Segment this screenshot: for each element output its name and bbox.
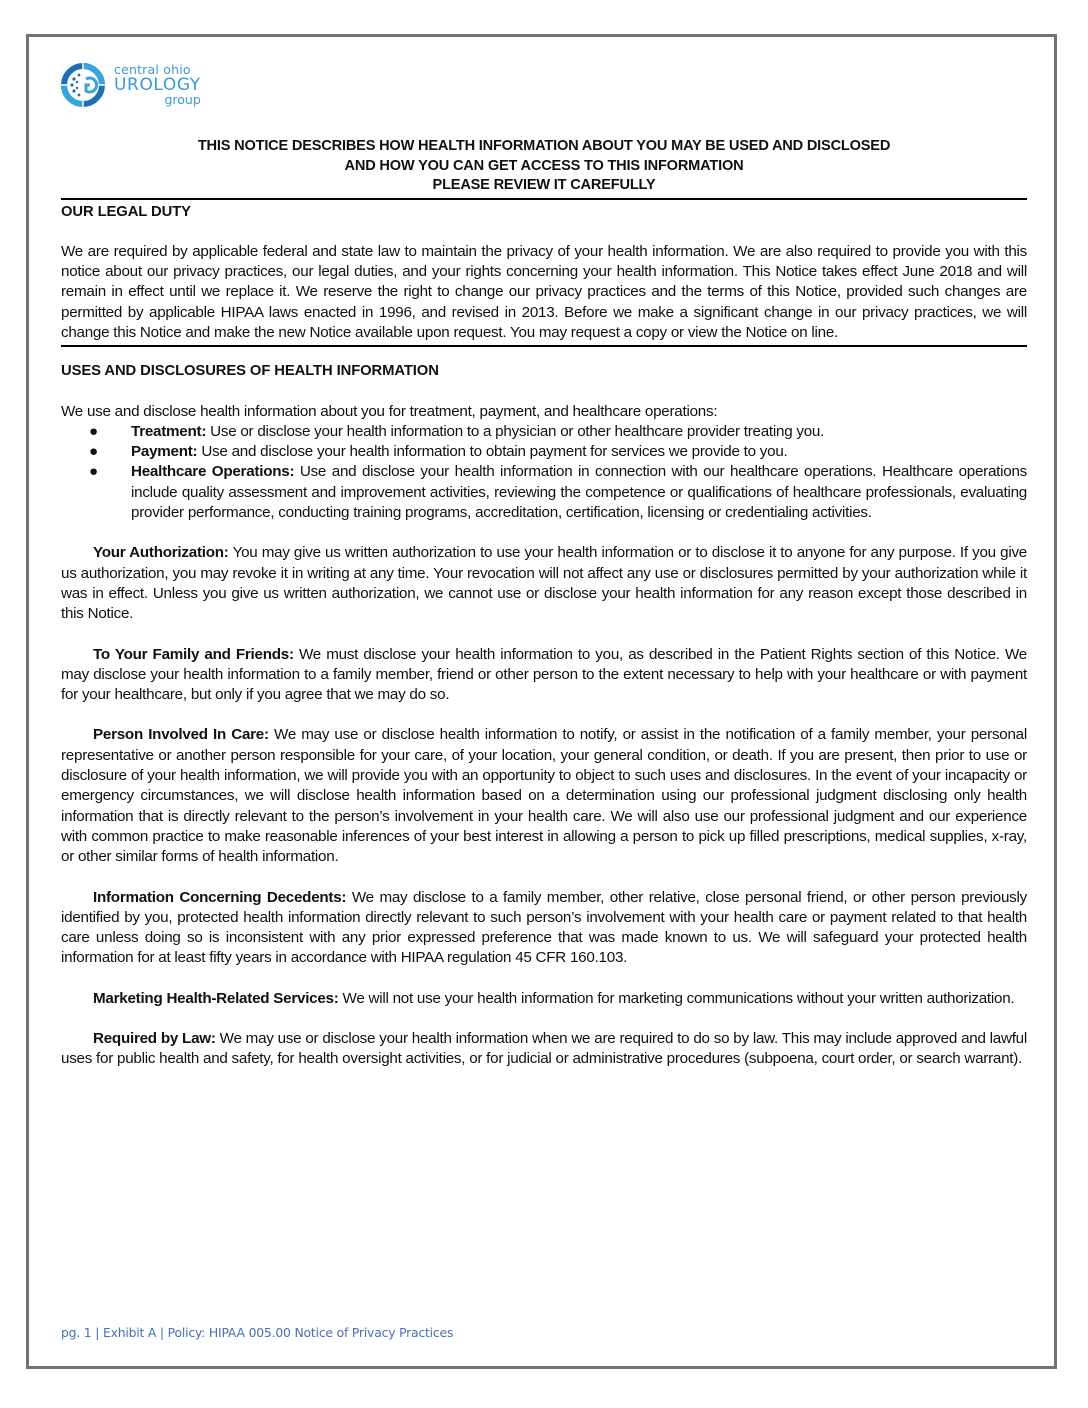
paragraph-decedents bbox=[61, 888, 1027, 969]
bullet-term: Treatment: bbox=[131, 422, 207, 440]
paragraph-person-involved-in-care bbox=[61, 725, 1027, 867]
logo-line2: UROLOGY bbox=[114, 74, 201, 95]
logo-text bbox=[114, 64, 201, 106]
paragraph-marketing bbox=[61, 989, 1027, 1009]
paragraph-text: We must disclose your health information to you, as described in the Patient Rights section of this Notice. We may disclose your health information to a family member, friend or other person to the extent necessary to help with your healthcare or with payment for your healthcare, but only if you agree that we may do so. bbox=[61, 645, 1027, 704]
paragraph-family-and-friends bbox=[61, 645, 1027, 706]
paragraph-required-by-law bbox=[61, 1029, 1027, 1070]
bullet-icon: ● bbox=[89, 422, 98, 440]
logo-emblem-icon bbox=[60, 62, 106, 108]
notice-title bbox=[61, 137, 1027, 196]
title-line1: THIS NOTICE DESCRIBES HOW HEALTH INFORMATION ABOUT YOU MAY BE USED AND DISCLOSED bbox=[197, 138, 891, 154]
paragraph-text: We will not use your health information for marketing communications without your written authorization. bbox=[338, 989, 1015, 1007]
paragraph-term: Person Involved In Care: bbox=[93, 726, 269, 744]
legal-duty-body: We are required by applicable federal and state law to maintain the privacy of your health information. We are also required to provide you with this notice about our privacy practices, our legal duties, and your rights concerning your health information. This Notice takes effect June 2018 and will remain in effect until we replace it. We reserve the right to change our privacy practices and the terms of this Notice, provided such changes are permitted by applicable HIPAA laws enacted in 1996, and revised in 2013. Before we make a significant change in our privacy practices, we will change this Notice and make the new Notice available upon request. You may request a copy or view the Notice on line. bbox=[61, 242, 1027, 341]
bullet-icon: ● bbox=[89, 463, 98, 481]
title-line2: AND HOW YOU CAN GET ACCESS TO THIS INFORMATION bbox=[344, 157, 744, 174]
bullet-term: Healthcare Operations: bbox=[131, 463, 295, 481]
bullet-text: Use or disclose your health information to a physician or other healthcare provider treating you. bbox=[206, 422, 825, 440]
paragraph-text: You may give us written authorization to use your health information or to disclose it to anyone for any purpose. If you give us authorization, you may revoke it in writing at any time. Your revocation will not affect any use or disclosures permitted by your authorization while it was in effect. Unless you give us written authorization, we cannot use or disclose your health information for any reason except those described in this Notice. bbox=[61, 544, 1027, 623]
bullet-payment bbox=[61, 442, 1027, 462]
paragraph-text: We may use or disclose health information to notify, or assist in the notification of a family member, your personal representative or another person responsible for your care, of your location, your general condition, or death. If you are present, then prior to use or disclosure of your health information, we will provide you with an opportunity to object to such uses and disclosures. In the event of your incapacity or emergency circumstances, we will disclose health information based on a determination using our professional judgment disclosing only health information that is directly relevant to the person’s involvement in your health care. We will also use our professional judgment and our experience with common practice to make reasonable inferences of your best interest in allowing a person to pick up filled prescriptions, medical supplies, x-ray, or other similar forms of health information. bbox=[61, 726, 1027, 866]
document-body bbox=[61, 137, 1027, 1070]
paragraph-term: Required by Law: bbox=[93, 1030, 216, 1047]
paragraph-term: To Your Family and Friends: bbox=[93, 645, 294, 663]
page-footer: pg. 1 | Exhibit A | Policy: HIPAA 005.00 Notice of Privacy Practices bbox=[61, 1325, 454, 1340]
paragraph-text: We may disclose to a family member, other relative, close personal friend, or other person previously identified by you, protected health information directly relevant to such person’s involvement with your health care or payment related to that health care unless doing so is inconsistent with any prior expressed preference that was made known to us. We will safeguard your protected health information for at least fifty years in accordance with HIPAA regulation 45 CFR 160.103. bbox=[61, 888, 1027, 967]
bullet-text: Use and disclose your health information in connection with our healthcare operations. Healthcare operations include quality assessment and improvement activities, reviewing the competence or qualifications of healthcare professionals, evaluating provider performance, conducting training programs, accreditation, certification, licensing or credentialing activities. bbox=[131, 463, 1027, 522]
title-line3: PLEASE REVIEW IT CAREFULLY bbox=[432, 177, 656, 193]
logo-line3: group bbox=[164, 91, 201, 107]
uses-intro: We use and disclose health information about you for treatment, payment, and healthcare operations: bbox=[61, 402, 718, 420]
paragraph-term: Information Concerning Decedents: bbox=[93, 888, 347, 906]
uses-heading: USES AND DISCLOSURES OF HEALTH INFORMATION bbox=[61, 363, 439, 380]
uses-bullet-list bbox=[61, 422, 1027, 523]
paragraph-your-authorization bbox=[61, 543, 1027, 624]
paragraph-text: We may use or disclose your health information when we are required to do so by law. This may include approved and lawful uses for public health and safety, for health oversight activities, or for judicial or administrative procedures (subpoena, court order, or search warrant). bbox=[61, 1030, 1027, 1068]
logo-line1: central ohio bbox=[114, 62, 191, 77]
bullet-term: Payment: bbox=[131, 443, 198, 461]
legal-duty-heading: OUR LEGAL DUTY bbox=[61, 203, 191, 220]
title-rule bbox=[61, 198, 1027, 200]
paragraph-term: Your Authorization: bbox=[93, 544, 229, 562]
bullet-treatment bbox=[61, 422, 1027, 442]
bullet-icon: ● bbox=[89, 443, 98, 461]
bullet-healthcare-operations bbox=[61, 462, 1027, 523]
paragraph-term: Marketing Health-Related Services: bbox=[93, 989, 339, 1007]
logo bbox=[60, 62, 201, 108]
bullet-text: Use and disclose your health information to obtain payment for services we provide to you. bbox=[197, 443, 788, 461]
